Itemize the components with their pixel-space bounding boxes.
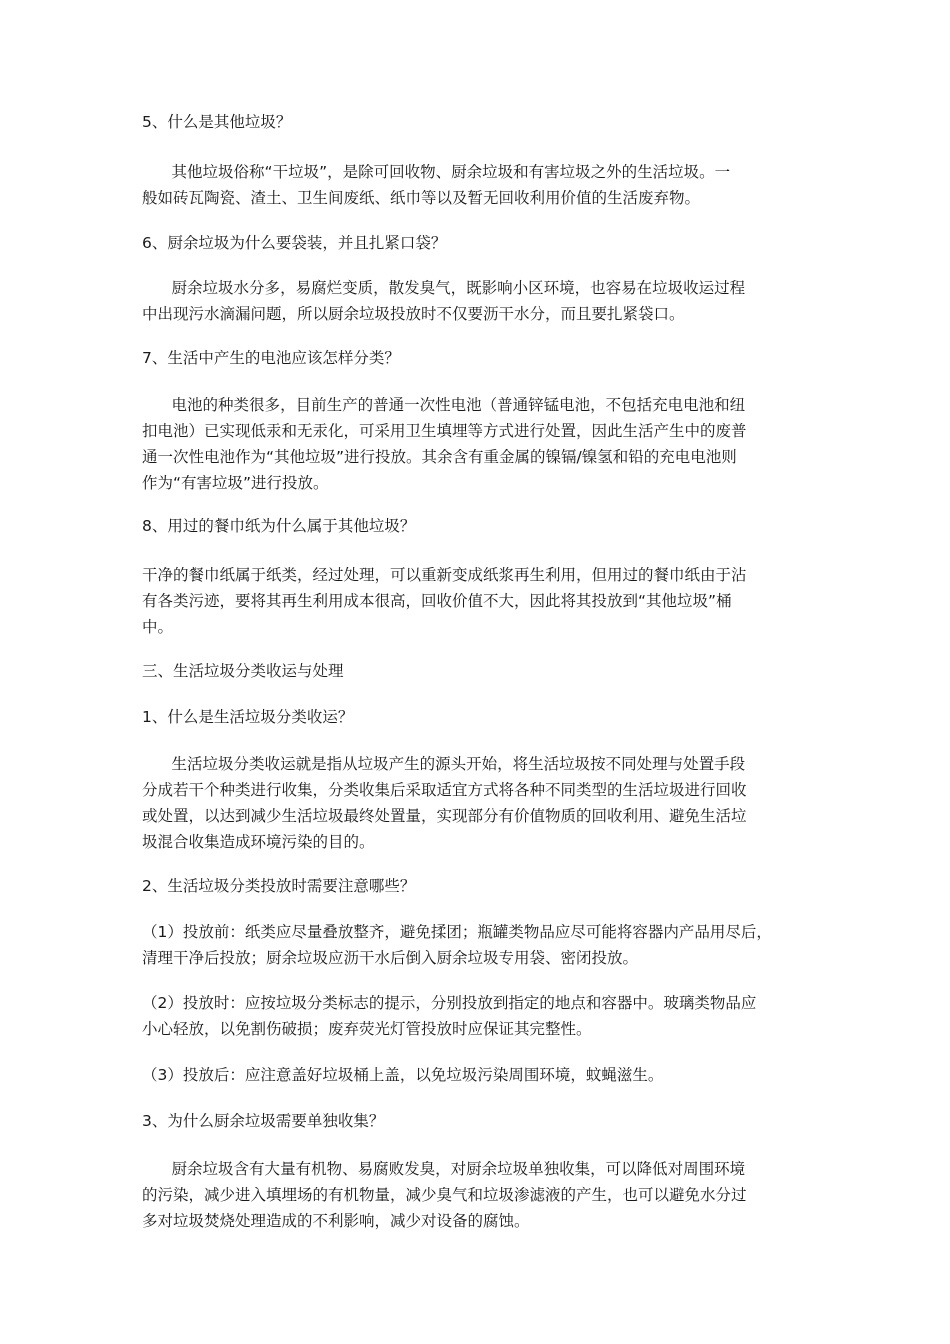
text-line: 5、什么是其他垃圾？ xyxy=(142,113,292,131)
text-line: 3、为什么厨余垃圾需要单独收集？ xyxy=(142,1112,385,1130)
paragraph-kitchen-waste-bags xyxy=(142,275,822,327)
text-line: 或处置，以达到减少生活垃圾最终处置量，实现部分有价值物质的回收利用、避免生活垃 xyxy=(142,807,747,825)
text-line: 作为“有害垃圾”进行投放。 xyxy=(142,474,329,492)
question-heading-8 xyxy=(142,513,822,539)
text-line: 7、生活中产生的电池应该怎样分类？ xyxy=(142,349,400,367)
text-line: 的污染，减少进入填埋场的有机物量，减少臭气和垃圾渗滤液的产生，也可以避免水分过 xyxy=(142,1186,747,1204)
text-line: 电池的种类很多，目前生产的普通一次性电池（普通锌锰电池，不包括充电电池和纽 xyxy=(142,396,746,414)
text-line: 2、生活垃圾分类投放时需要注意哪些？ xyxy=(142,877,416,895)
paragraph-classified-collection xyxy=(142,751,822,855)
section-heading-3 xyxy=(142,658,822,684)
paragraph-batteries xyxy=(142,392,822,496)
text-line: 有各类污迹，要将其再生利用成本很高，回收价值不大，因此将其投放到“其他垃圾”桶 xyxy=(142,592,732,610)
text-line: 分成若干个种类进行收集，分类收集后采取适宜方式将各种不同类型的生活垃圾进行回收 xyxy=(142,781,747,799)
text-line: 6、厨余垃圾为什么要袋装，并且扎紧口袋？ xyxy=(142,234,447,252)
paragraph-separate-kitchen-collection xyxy=(142,1156,822,1234)
question-heading-7 xyxy=(142,345,822,371)
text-line: （2）投放时：应按垃圾分类标志的提示，分别投放到指定的地点和容器中。玻璃类物品应 xyxy=(142,994,757,1012)
text-line: 生活垃圾分类收运就是指从垃圾产生的源头开始，将生活垃圾按不同处理与处置手段 xyxy=(142,755,746,773)
text-line: 厨余垃圾含有大量有机物、易腐败发臭，对厨余垃圾单独收集，可以降低对周围环境 xyxy=(142,1160,746,1178)
text-line: 中。 xyxy=(142,618,174,636)
question-heading-2 xyxy=(142,873,822,899)
text-line: 8、用过的餐巾纸为什么属于其他垃圾？ xyxy=(142,517,416,535)
text-line: （1）投放前：纸类应尽量叠放整齐，避免揉团；瓶罐类物品应尽可能将容器内产品用尽后， xyxy=(142,923,772,941)
text-line: 般如砖瓦陶瓷、渣土、卫生间废纸、纸巾等以及暂无回收利用价值的生活废弃物。 xyxy=(142,189,701,207)
text-line: 扣电池）已实现低汞和无汞化，可采用卫生填埋等方式进行处置，因此生活产生中的废普 xyxy=(142,422,747,440)
paragraph-after-disposal xyxy=(142,1062,822,1088)
paragraph-during-disposal xyxy=(142,990,822,1042)
question-heading-1 xyxy=(142,704,822,730)
text-line: 多对垃圾焚烧处理造成的不利影响，减少对设备的腐蚀。 xyxy=(142,1212,530,1230)
text-line: 1、什么是生活垃圾分类收运？ xyxy=(142,708,354,726)
text-line: 中出现污水滴漏问题，所以厨余垃圾投放时不仅要沥干水分，而且要扎紧袋口。 xyxy=(142,305,685,323)
text-line: 三、生活垃圾分类收运与处理 xyxy=(142,662,344,680)
question-heading-6 xyxy=(142,230,822,256)
question-heading-5 xyxy=(142,109,822,135)
text-line: 小心轻放，以免割伤破损；废弃荧光灯管投放时应保证其完整性。 xyxy=(142,1020,592,1038)
text-line: 厨余垃圾水分多，易腐烂变质，散发臭气，既影响小区环境，也容易在垃圾收运过程 xyxy=(142,279,746,297)
text-line: （3）投放后：应注意盖好垃圾桶上盖，以免垃圾污染周围环境，蚊蝇滋生。 xyxy=(142,1066,664,1084)
text-line: 干净的餐巾纸属于纸类，经过处理，可以重新变成纸浆再生利用，但用过的餐巾纸由于沾 xyxy=(142,566,747,584)
question-heading-3 xyxy=(142,1108,822,1134)
text-line: 圾混合收集造成环境污染的目的。 xyxy=(142,833,375,851)
text-line: 通一次性电池作为“其他垃圾”进行投放。其余含有重金属的镍镉/镍氢和铅的充电电池则 xyxy=(142,448,737,466)
text-line: 清理干净后投放；厨余垃圾应沥干水后倒入厨余垃圾专用袋、密闭投放。 xyxy=(142,949,639,967)
paragraph-before-disposal xyxy=(142,919,822,971)
text-line: 其他垃圾俗称“干垃圾”，是除可回收物、厨余垃圾和有害垃圾之外的生活垃圾。一 xyxy=(142,163,731,181)
paragraph-other-waste xyxy=(142,159,822,211)
paragraph-napkins xyxy=(142,562,822,640)
